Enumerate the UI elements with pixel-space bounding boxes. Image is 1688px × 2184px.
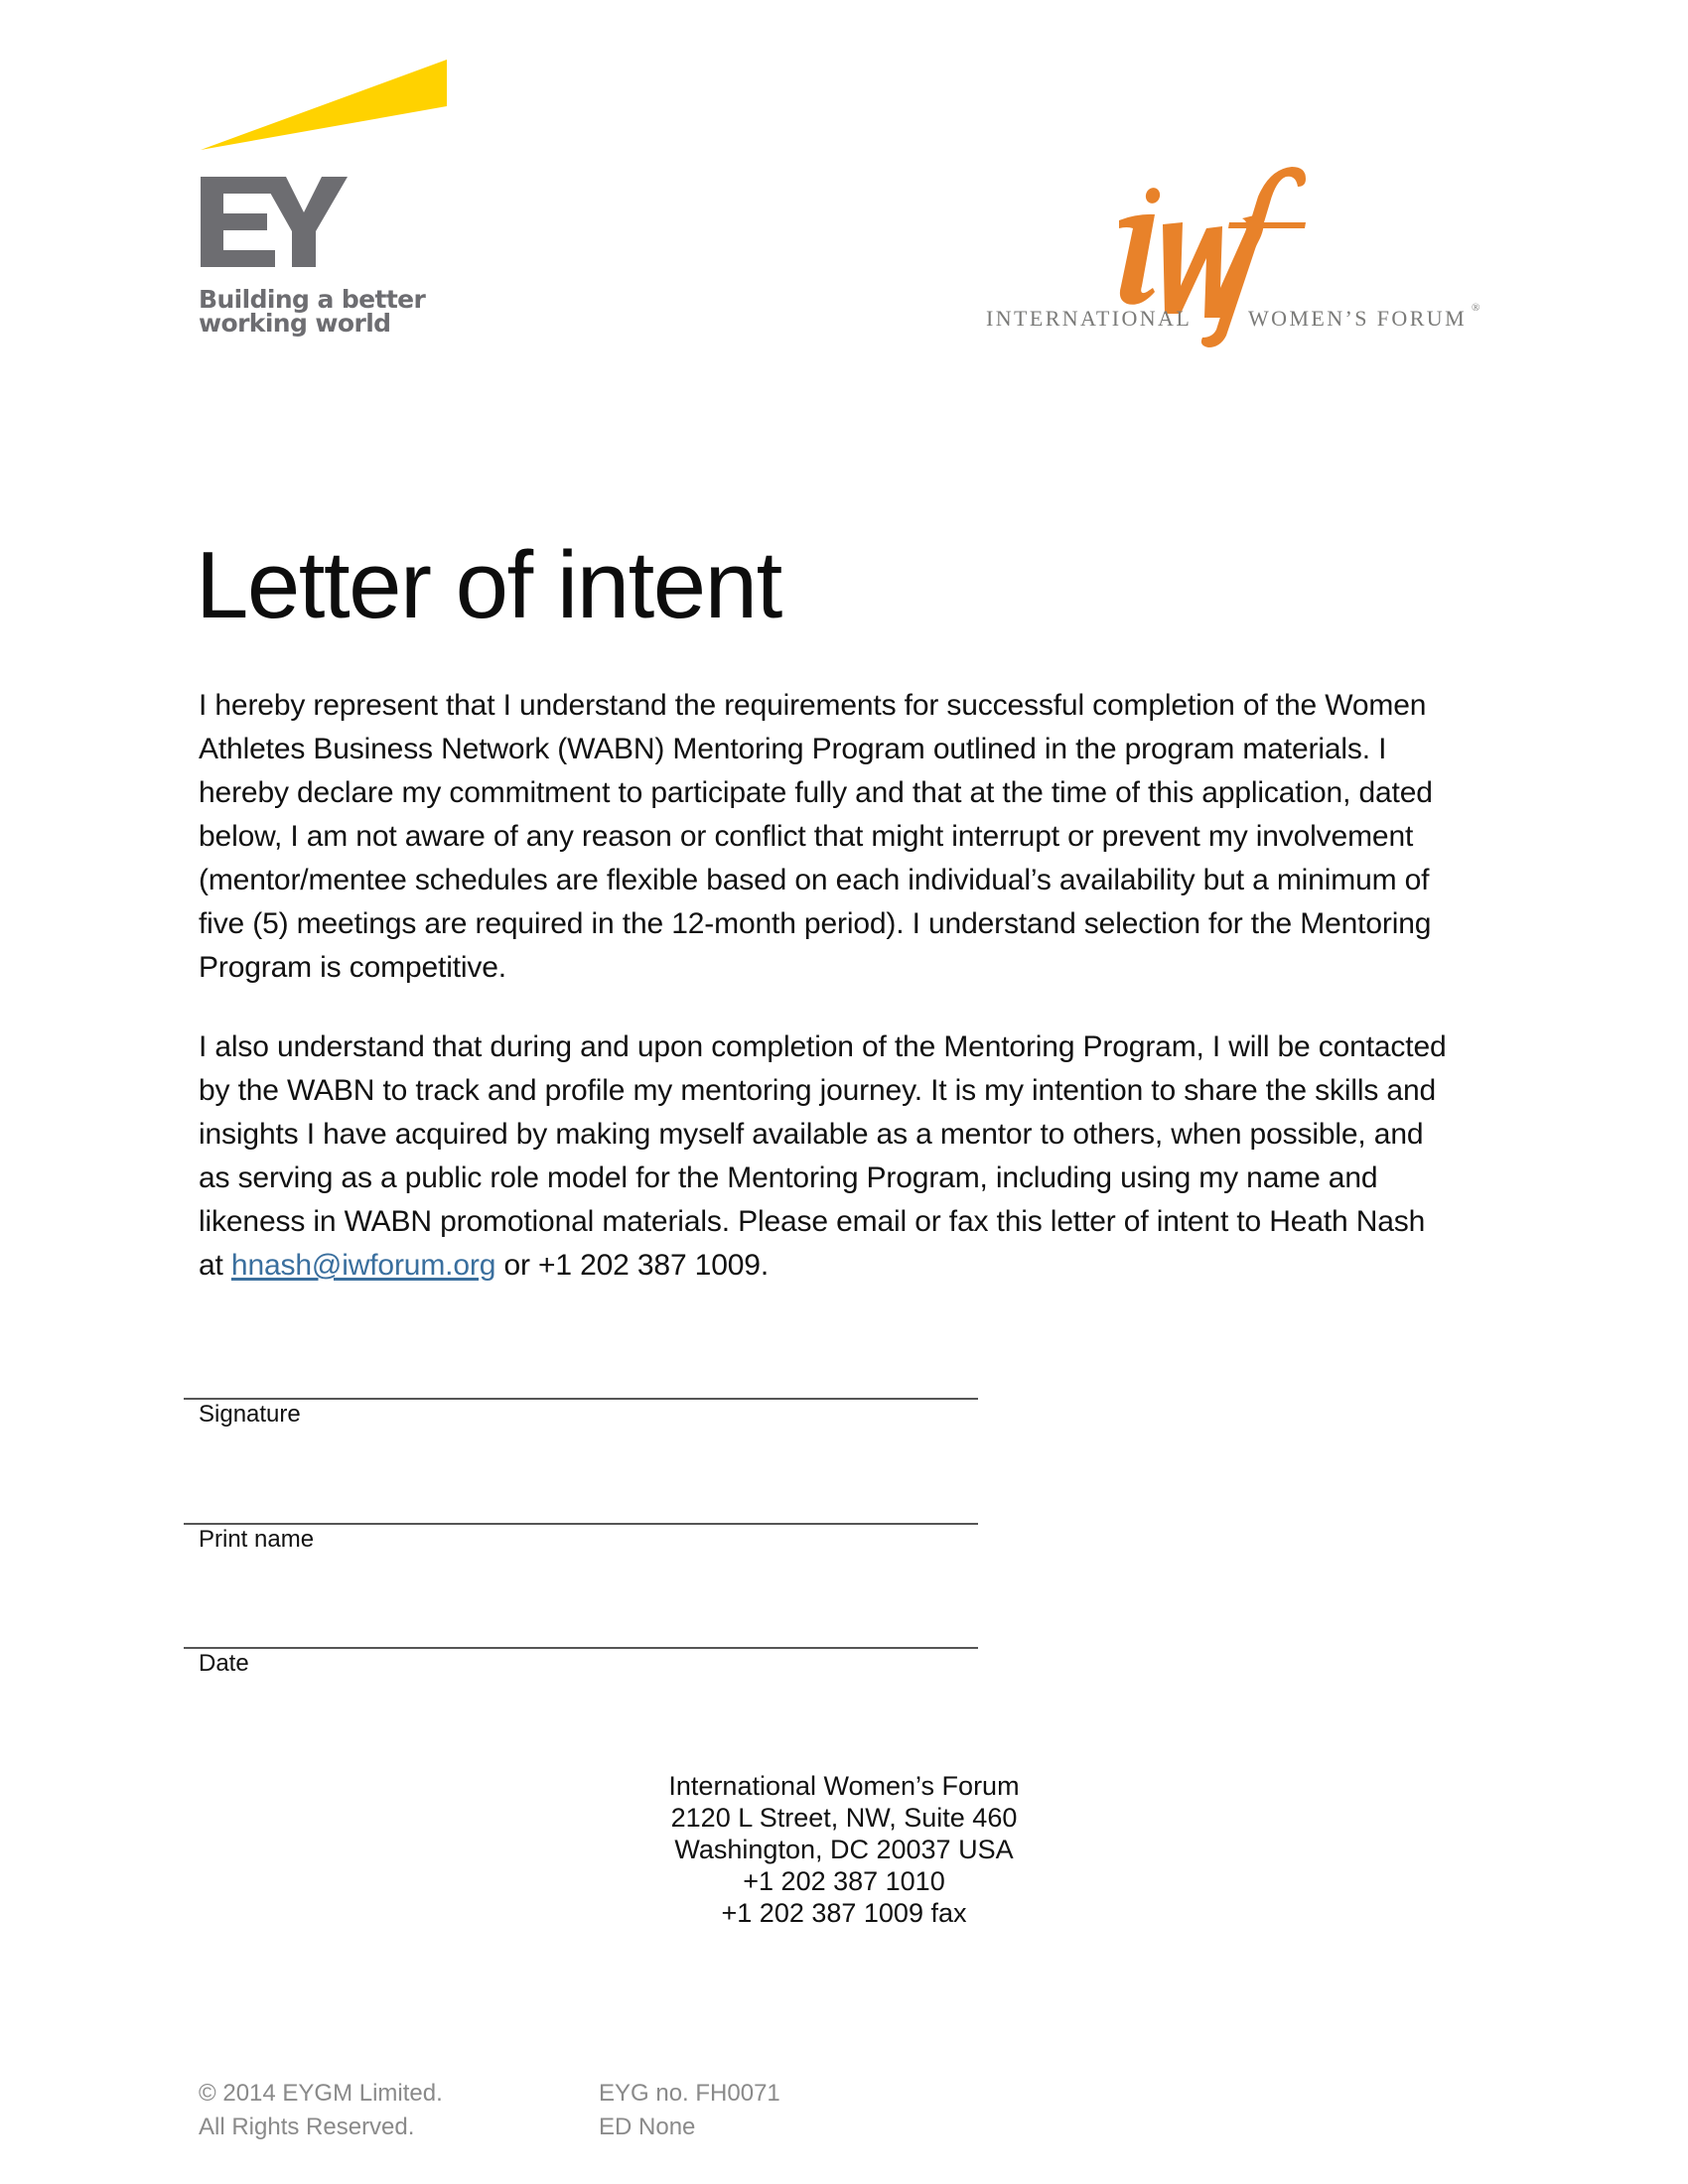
paragraph-line: insights I have acquired by making myself available as a mentor to others, when possible, and	[199, 1118, 1424, 1151]
footer-copyright	[199, 2077, 443, 2144]
iwf-word-left: INTERNATIONAL	[986, 306, 1193, 331]
paragraph-line: (mentor/mentee schedules are flexible based on each individual’s availability but a minimum of	[199, 864, 1430, 896]
iwf-word-right: WOMEN’S FORUM	[1248, 306, 1468, 331]
body-paragraph-1	[199, 684, 1499, 990]
paragraph-line: Program is competitive.	[199, 951, 506, 984]
print-name-line[interactable]	[184, 1523, 978, 1525]
signature-label: Signature	[199, 1401, 301, 1428]
body-paragraph-2	[199, 1025, 1499, 1288]
address-city: Washington, DC 20037 USA	[674, 1835, 1014, 1864]
paragraph-last-line	[199, 1244, 1499, 1288]
ey-beam-icon	[194, 50, 462, 288]
print-name-label: Print name	[199, 1526, 315, 1553]
address-phone: +1 202 387 1010	[743, 1866, 945, 1896]
footer-doc-number: EYG no. FH0071	[599, 2080, 780, 2107]
paragraph-line: five (5) meetings are required in the 12-month period). I understand selection for the Mentoring	[199, 907, 1432, 940]
signature-line[interactable]	[184, 1398, 978, 1400]
footer-edition: ED None	[599, 2114, 696, 2140]
last-line-prefix: at	[199, 1249, 231, 1282]
iwf-logo	[978, 159, 1494, 357]
paragraph-line: Athletes Business Network (WABN) Mentoring Program outlined in the program materials. I	[199, 733, 1387, 765]
address-org: International Women’s Forum	[668, 1771, 1020, 1801]
footer-doc-id	[599, 2077, 780, 2144]
date-line[interactable]	[184, 1647, 978, 1649]
last-line-suffix: or +1 202 387 1009.	[495, 1249, 770, 1282]
page-title: Letter of intent	[196, 532, 781, 638]
address-street: 2120 L Street, NW, Suite 460	[670, 1803, 1018, 1833]
ey-logo	[194, 50, 462, 347]
paragraph-line: as serving as a public role model for the Mentoring Program, including using my name and	[199, 1161, 1378, 1194]
date-label: Date	[199, 1650, 249, 1677]
paragraph-line: below, I am not aware of any reason or conflict that might interrupt or prevent my involvement	[199, 820, 1414, 853]
paragraph-line: likeness in WABN promotional materials. Please email or fax this letter of intent to Heath Nash	[199, 1205, 1426, 1238]
paragraph-line: I hereby represent that I understand the requirements for successful completion of the Women	[199, 689, 1427, 722]
address-block	[546, 1770, 1142, 1929]
paragraph-line: by the WABN to track and profile my mentoring journey. It is my intention to share the skills and	[199, 1074, 1437, 1107]
ey-tagline-line1: Building a better	[199, 285, 426, 314]
email-link[interactable]: hnash@iwforum.org	[230, 1249, 496, 1282]
paragraph-line: hereby declare my commitment to participate fully and that at the time of this application, dated	[199, 776, 1433, 809]
address-fax: +1 202 387 1009 fax	[721, 1898, 967, 1928]
ey-tagline-line2: working world	[199, 309, 391, 338]
paragraph-line: I also understand that during and upon completion of the Mentoring Program, I will be contacted	[199, 1030, 1447, 1063]
footer-copyright-line2: All Rights Reserved.	[199, 2114, 415, 2140]
footer-copyright-line1: © 2014 EYGM Limited.	[199, 2080, 443, 2107]
registered-mark: ®	[1472, 302, 1480, 314]
